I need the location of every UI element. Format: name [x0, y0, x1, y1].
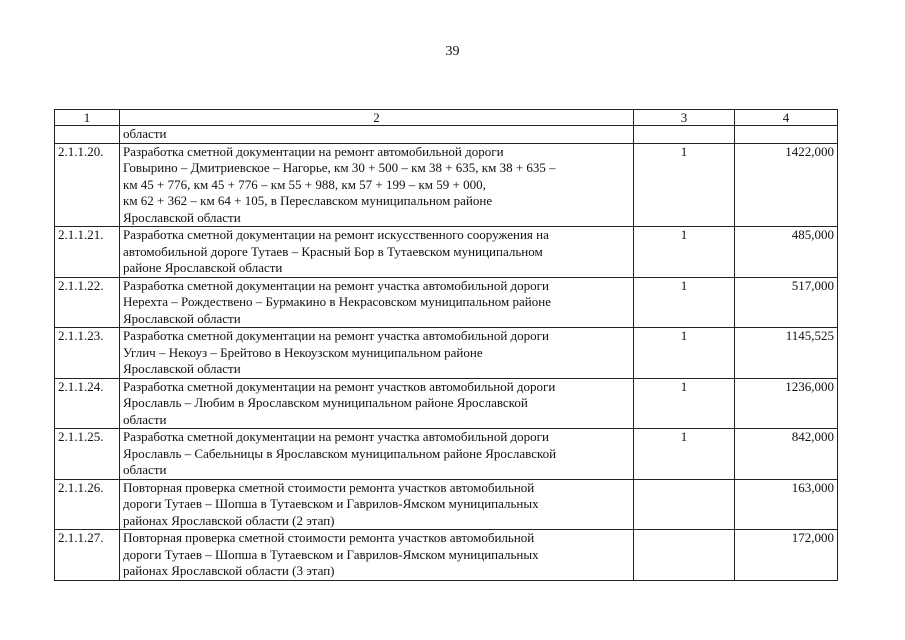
row-description [120, 143, 634, 227]
row-quantity [634, 530, 735, 581]
row-quantity: 1 [634, 429, 735, 480]
row-quantity [634, 479, 735, 530]
row-amount: 1145,525 [735, 328, 838, 379]
description-line: Ярославль – Любим в Ярославском муниципальном районе Ярославской [123, 395, 528, 410]
row-quantity [634, 126, 735, 144]
description-line: районе Ярославской области [123, 260, 283, 275]
description-line: Ярославль – Сабельницы в Ярославском муниципальном районе Ярославской [123, 445, 557, 461]
description-line: области [123, 411, 167, 427]
description-line: Разработка сметной документации на ремонт искусственного сооружения на [123, 227, 549, 242]
description-line: Ярославской области [123, 310, 241, 326]
row-description [120, 530, 634, 581]
row-amount: 1236,000 [735, 378, 838, 429]
description-line: Говырино – Дмитриевское – Нагорье, км 30 + 500 – км 38 + 635, км 38 + 635 – [123, 160, 556, 175]
estimate-table [54, 109, 838, 581]
table-row [55, 378, 838, 429]
row-amount: 163,000 [735, 479, 838, 530]
description-line: Разработка сметной документации на ремонт участков автомобильной дороги [123, 378, 556, 394]
row-number: 2.1.1.21. [55, 227, 120, 278]
row-number: 2.1.1.26. [55, 479, 120, 530]
row-description: области [120, 126, 634, 144]
row-number: 2.1.1.25. [55, 429, 120, 480]
description-line: км 45 + 776, км 45 + 776 – км 55 + 988, км 57 + 199 – км 59 + 000, [123, 176, 486, 192]
row-quantity: 1 [634, 328, 735, 379]
description-line: дороги Тутаев – Шопша в Тутаевском и Гаврилов-Ямском муниципальных [123, 496, 539, 511]
description-line: Разработка сметной документации на ремонт участка автомобильной дороги [123, 429, 549, 444]
description-line: автомобильной дороге Тутаев – Красный Бор в Тутаевском муниципальном [123, 243, 543, 259]
table-header-row [55, 110, 838, 126]
continuation-row [55, 126, 838, 144]
description-line: районах Ярославской области (2 этап) [123, 512, 335, 528]
page-number: 39 [445, 44, 460, 59]
row-description [120, 277, 634, 328]
row-amount [735, 126, 838, 144]
row-description [120, 479, 634, 530]
row-quantity: 1 [634, 277, 735, 328]
description-line: Нерехта – Рождествено – Бурмакино в Некрасовском муниципальном районе [123, 294, 551, 309]
table-row [55, 143, 838, 227]
row-number: 2.1.1.20. [55, 143, 120, 227]
table-row [55, 479, 838, 530]
row-description [120, 227, 634, 278]
row-description [120, 378, 634, 429]
row-description [120, 429, 634, 480]
description-line: Разработка сметной документации на ремонт автомобильной дороги [123, 143, 504, 159]
table-row [55, 277, 838, 328]
row-number [55, 126, 120, 144]
description-line: км 62 + 362 – км 64 + 105, в Переславском муниципальном районе [123, 193, 493, 208]
description-line: области [123, 462, 167, 477]
row-amount: 485,000 [735, 227, 838, 278]
column-header: 2 [120, 110, 634, 126]
column-header: 3 [634, 110, 735, 126]
row-quantity: 1 [634, 378, 735, 429]
row-description [120, 328, 634, 379]
description-line: Повторная проверка сметной стоимости ремонта участков автомобильной [123, 530, 535, 545]
description-line: дороги Тутаев – Шопша в Тутаевском и Гаврилов-Ямском муниципальных [123, 546, 539, 562]
row-number: 2.1.1.27. [55, 530, 120, 581]
row-quantity: 1 [634, 227, 735, 278]
table-row [55, 429, 838, 480]
row-quantity: 1 [634, 143, 735, 227]
description-line: Повторная проверка сметной стоимости ремонта участков автомобильной [123, 479, 535, 495]
column-header: 4 [735, 110, 838, 126]
row-amount: 517,000 [735, 277, 838, 328]
table-row [55, 530, 838, 581]
table-row [55, 227, 838, 278]
row-number: 2.1.1.24. [55, 378, 120, 429]
description-line: Ярославской области [123, 209, 241, 225]
description-line: районах Ярославской области (3 этап) [123, 563, 335, 578]
description-line: Углич – Некоуз – Брейтово в Некоузском муниципальном районе [123, 344, 483, 360]
row-number: 2.1.1.23. [55, 328, 120, 379]
table-row [55, 328, 838, 379]
row-number: 2.1.1.22. [55, 277, 120, 328]
row-amount: 1422,000 [735, 143, 838, 227]
column-header: 1 [55, 110, 120, 126]
description-line: Разработка сметной документации на ремонт участка автомобильной дороги [123, 328, 549, 343]
description-line: Разработка сметной документации на ремонт участка автомобильной дороги [123, 277, 549, 293]
row-amount: 842,000 [735, 429, 838, 480]
row-amount: 172,000 [735, 530, 838, 581]
description-line: Ярославской области [123, 361, 241, 376]
